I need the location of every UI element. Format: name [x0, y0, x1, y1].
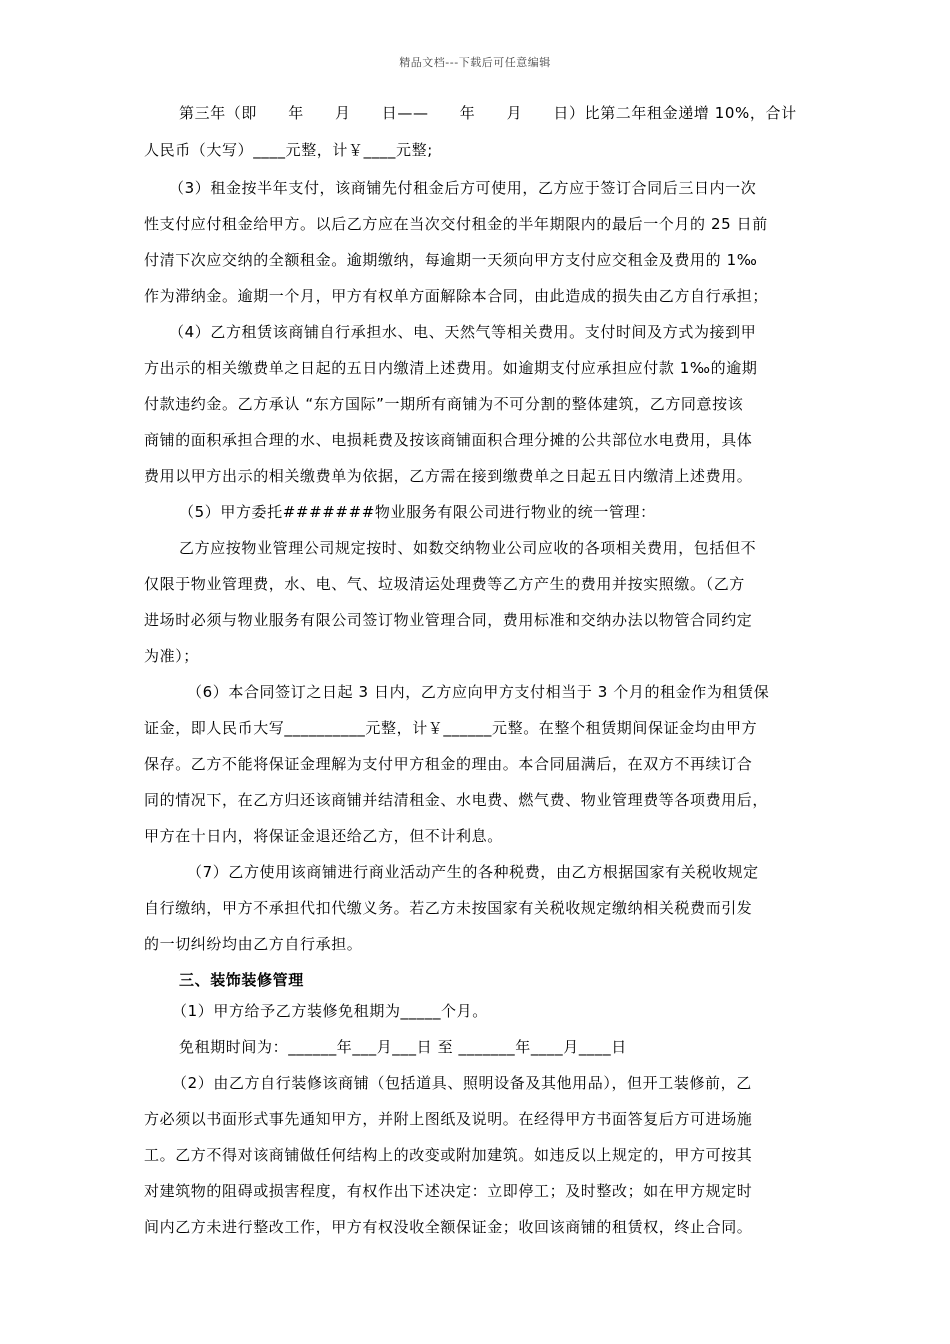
- page-header: 精品文档---下载后可任意编辑: [399, 56, 551, 69]
- text-line: 甲方在十日内，将保证金退还给乙方，但不计利息。: [144, 827, 503, 845]
- text-line: 保存。乙方不能将保证金理解为支付甲方租金的理由。本合同届满后，在双方不再续订合: [144, 755, 753, 773]
- text-line: （1）甲方给予乙方装修免租期为_____个月。: [172, 1002, 488, 1020]
- text-line: 免租期时间为：______年___月___日 至 _______年____月____日: [179, 1038, 627, 1056]
- text-line: 进场时必须与物业服务有限公司签订物业管理合同，费用标准和交纳办法以物管合同约定: [144, 611, 753, 629]
- text-line: 证金，即人民币大写__________元整，计￥______元整。在整个租赁期间保证金均由甲方: [144, 719, 758, 737]
- text-line: （2）由乙方自行装修该商铺（包括道具、照明设备及其他用品），但开工装修前，乙: [172, 1074, 752, 1092]
- text-line: 性支付应付租金给甲方。以后乙方应在当次交付租金的半年期限内的最后一个月的 25 日前: [144, 215, 768, 233]
- text-line: 仅限于物业管理费，水、电、气、垃圾清运处理费等乙方产生的费用并按实照缴。（乙方: [144, 575, 745, 593]
- text-line: 间内乙方未进行整改工作，甲方有权没收全额保证金；收回该商铺的租赁权，终止合同。: [144, 1218, 753, 1236]
- text-line: （3）租金按半年支付，该商铺先付租金后方可使用，乙方应于签订合同后三日内一次: [169, 179, 757, 197]
- text-line: 作为滞纳金。逾期一个月，甲方有权单方面解除本合同，由此造成的损失由乙方自行承担；: [144, 287, 769, 305]
- text-line: 同的情况下，在乙方归还该商铺并结清租金、水电费、燃气费、物业管理费等各项费用后，: [144, 791, 769, 809]
- text-line: 付清下次应交纳的全额租金。逾期缴纳，每逾期一天须向甲方支付应交租金及费用的 1‰: [144, 251, 758, 269]
- text-line: （6）本合同签订之日起 3 日内，乙方应向甲方支付相当于 3 个月的租金作为租赁保: [187, 683, 770, 701]
- text-line: 付款违约金。乙方承认 “东方国际”一期所有商铺为不可分割的整体建筑，乙方同意按该: [144, 395, 744, 413]
- text-line: 工。乙方不得对该商铺做任何结构上的改变或附加建筑。如违反以上规定的，甲方可按其: [144, 1146, 753, 1164]
- text-line: （4）乙方租赁该商铺自行承担水、电、天然气等相关费用。支付时间及方式为接到甲: [169, 323, 757, 341]
- text-line: 方出示的相关缴费单之日起的五日内缴清上述费用。如逾期支付应承担应付款 1‰的逾期: [144, 359, 758, 377]
- text-line: 的一切纠纷均由乙方自行承担。: [144, 935, 363, 953]
- text-line: 自行缴纳，甲方不承担代扣代缴义务。若乙方未按国家有关税收规定缴纳相关税费而引发: [144, 899, 753, 917]
- text-line: 人民币（大写）____元整，计￥____元整;: [144, 141, 433, 159]
- text-line: 对建筑物的阻碍或损害程度，有权作出下述决定：立即停工；及时整改；如在甲方规定时: [144, 1182, 753, 1200]
- text-line: 乙方应按物业管理公司规定按时、如数交纳物业公司应收的各项相关费用，包括但不: [179, 539, 757, 557]
- text-line: 方必须以书面形式事先通知甲方，并附上图纸及说明。在经得甲方书面答复后方可进场施: [144, 1110, 753, 1128]
- text-line: （5）甲方委托#######物业服务有限公司进行物业的统一管理：: [179, 503, 656, 521]
- text-line: 为准）；: [144, 647, 199, 665]
- text-line: （7）乙方使用该商铺进行商业活动产生的各种税费，由乙方根据国家有关税收规定: [187, 863, 759, 881]
- text-line: 费用以甲方出示的相关缴费单为依据，乙方需在接到缴费单之日起五日内缴清上述费用。: [144, 467, 753, 485]
- text-line: 第三年（即 年 月 日—— 年 月 日）比第二年租金递增 10%，合计: [179, 104, 797, 122]
- text-line: 商铺的面积承担合理的水、电损耗费及按该商铺面积合理分摊的公共部位水电费用，具体: [144, 431, 753, 449]
- section-heading: 三、装饰装修管理: [179, 971, 304, 989]
